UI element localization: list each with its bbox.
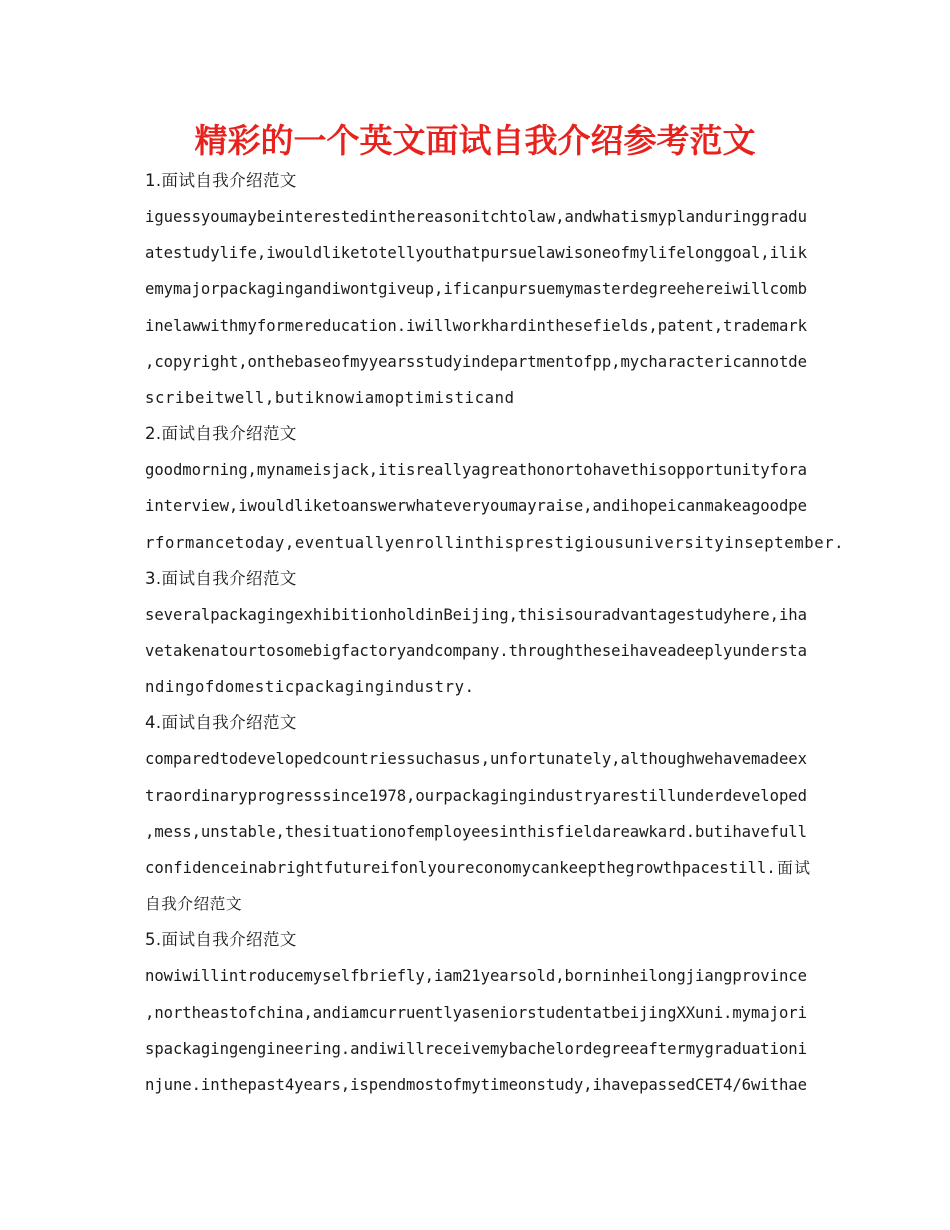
text-line: ,northeastofchina,andiamcurruentlyaseniorstudentatbeijingXXuni.mymajori: [145, 1003, 807, 1022]
text-line: traordinaryprogresssince1978,ourpackagingindustryarestillunderdeveloped: [145, 786, 807, 805]
text-line: iguessyoumaybeinterestedinthereasonitchtolaw,andwhatismyplanduringgradu: [145, 208, 807, 226]
text-line: 自我介绍范文: [145, 895, 243, 914]
text-line: severalpackagingexhibitionholdinBeijing,thisisouradvantagestudyhere,iha: [145, 605, 807, 624]
text-line: ,copyright,onthebaseofmyyearsstudyindepartmentofpp,mycharactericannotde: [145, 352, 807, 371]
text-line: inelawwithmyformereducation.iwillworkhardinthesefields,patent,trademark: [145, 316, 807, 335]
section-2-heading: 2.面试自我介绍范文: [145, 424, 297, 444]
section-1-heading: 1.面试自我介绍范文: [145, 171, 297, 190]
text-line: atestudylife,iwouldliketotellyouthatpursuelawisoneofmylifelonggoal,ilik: [145, 244, 807, 263]
text-line: comparedtodevelopedcountriessuchasus,unfortunately,althoughwehavemadeex: [145, 750, 807, 769]
text-line: ,mess,unstable,thesituationofemployeesinthisfieldareawkard.butihavefull: [145, 822, 807, 841]
section-4-heading: 4.面试自我介绍范文: [145, 713, 297, 733]
text-line: spackagingengineering.andiwillreceivemybachelordegreeaftermygraduationi: [145, 1039, 807, 1058]
section-5-paragraph: [145, 958, 810, 1103]
text-line: rformancetoday,eventuallyenrollinthisprestigiousuniversityinseptember.: [145, 533, 845, 552]
section-3-paragraph: [145, 597, 810, 706]
text-line: scribeitwell,butiknowiamoptimisticand: [145, 389, 515, 408]
text-line: vetakenatourtosomebigfactoryandcompany.throughtheseihaveadeeplyundersta: [145, 642, 807, 661]
text-line: interview,iwouldliketoanswerwhateveryoumayraise,andihopeicanmakeagoodpe: [145, 497, 807, 516]
section-4-paragraph: [145, 741, 810, 922]
section-3-heading: 3.面试自我介绍范文: [145, 568, 297, 588]
text-line: nowiwillintroducemyselfbriefly,iam21yearsold,borninheilongjiangprovince: [145, 967, 807, 986]
section-5-heading: 5.面试自我介绍范文: [145, 930, 297, 950]
document-body: [145, 163, 845, 1103]
document-title: 精彩的一个英文面试自我介绍参考范文: [194, 121, 756, 160]
text-line: ndingofdomesticpackagingindustry.: [145, 678, 475, 697]
text-line: emymajorpackagingandiwontgiveup,ificanpursuemymasterdegreehereiwillcomb: [145, 280, 807, 299]
text-line: confidenceinabrightfutureifonlyoureconomycankeepthegrowthpacestill.面试: [145, 859, 810, 878]
text-line: goodmorning,mynameisjack,itisreallyagreathonortohavethisopportunityfora: [145, 461, 807, 480]
text-line: njune.inthepast4years,ispendmostofmytimeonstudy,ihavepassedCET4/6withae: [145, 1076, 807, 1095]
section-1-paragraph: [145, 199, 810, 416]
section-2-paragraph: [145, 452, 845, 561]
